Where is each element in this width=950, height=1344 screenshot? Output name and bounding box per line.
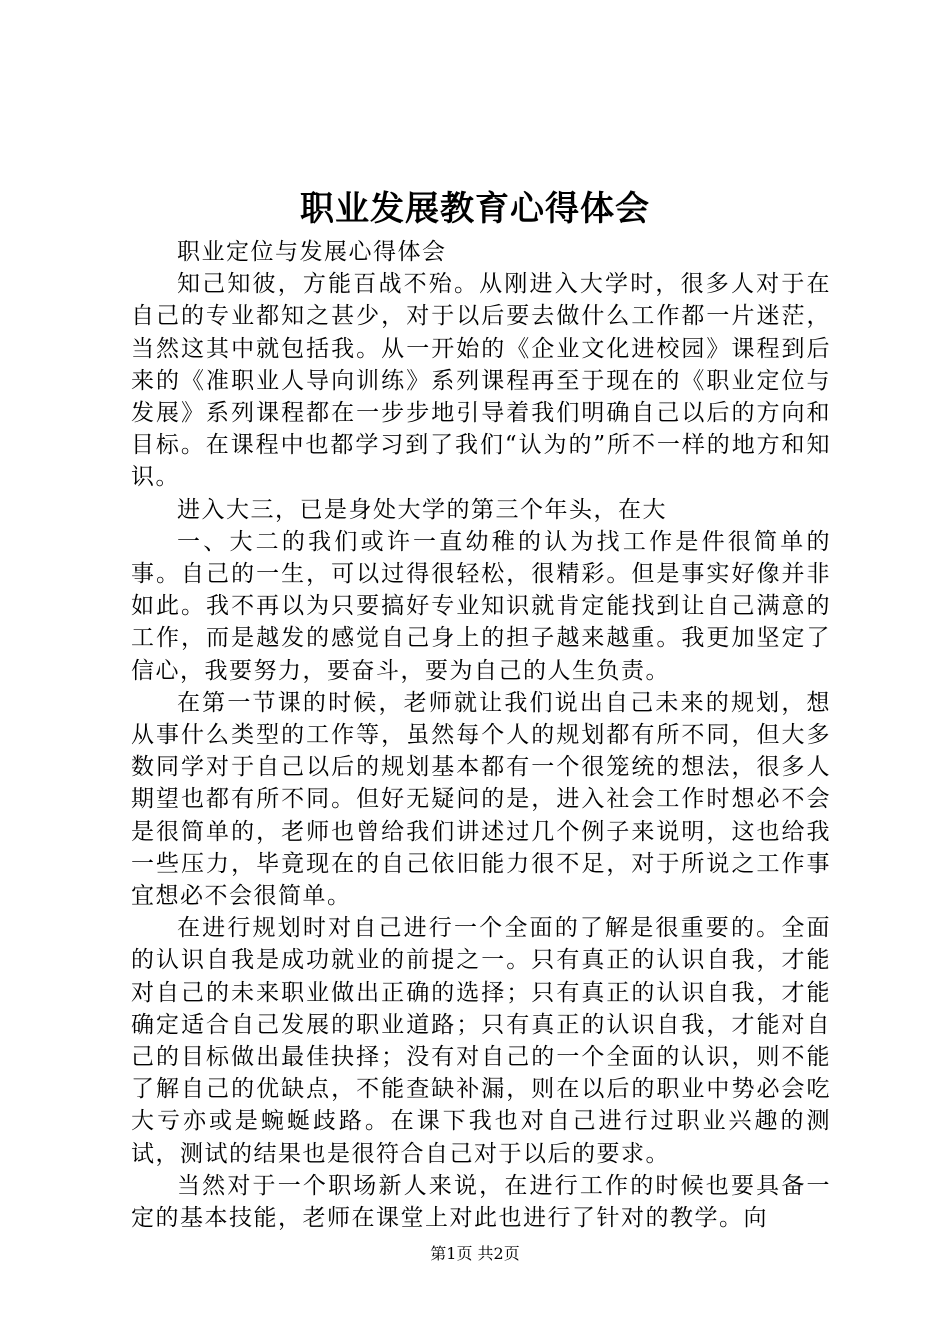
subtitle-paragraph: 职业定位与发展心得体会 — [177, 239, 447, 265]
document-body — [131, 236, 831, 1234]
body-paragraph: 知己知彼，方能百战不殆。从刚进入大学时，很多人对于在自己的专业都知之甚少，对于以后要去做什么工作都一片迷茫，当然这其中就包括我。从一开始的《企业文化进校园》课程到后来的《准职业人导向训练》系列课程再至于现在的《职业定位与发展》系列课程都在一步步地引导着我们明确自己以后的方向和目标。在课程中也都学习到了我们“认为的”所不一样的地方和知识。 — [131, 271, 831, 491]
body-paragraph: 在第一节课的时候，老师就让我们说出自己未来的规划，想从事什么类型的工作等，虽然每个人的规划都有所不同，但大多数同学对于自己以后的规划基本都有一个很笼统的想法，很多人期望也都有所不同。但好无疑问的是，进入社会工作时想必不会是很简单的，老师也曾给我们讲述过几个例子来说明，这也给我一些压力，毕竟现在的自己依旧能力很不足，对于所说之工作事宜想必不会很简单。 — [131, 689, 831, 910]
page-footer: 第1页 共2页 — [430, 1244, 520, 1263]
document-title: 职业发展教育心得体会 — [300, 189, 650, 229]
body-paragraph: 一、大二的我们或许一直幼稚的认为找工作是件很简单的事。自己的一生，可以过得很轻松，很精彩。但是事实好像并非如此。我不再以为只要搞好专业知识就肯定能找到让自己满意的工作，而是越发的感觉自己身上的担子越来越重。我更加坚定了信心，我要努力，要奋斗，要为自己的人生负责。 — [131, 528, 831, 684]
body-paragraph: 进入大三，已是身处大学的第三个年头，在大 — [177, 496, 667, 523]
body-paragraph: 当然对于一个职场新人来说，在进行工作的时候也要具备一定的基本技能，老师在课堂上对此也进行了针对的教学。向 — [131, 1172, 831, 1232]
body-paragraph: 在进行规划时对自己进行一个全面的了解是很重要的。全面的认识自我是成功就业的前提之一。只有真正的认识自我，才能对自己的未来职业做出正确的选择；只有真正的认识自我，才能确定适合自己发展的职业道路；只有真正的认识自我，才能对自己的目标做出最佳抉择；没有对自己的一个全面的认识，则不能了解自己的优缺点，不能查缺补漏，则在以后的职业中势必会吃大亏亦或是蜿蜒歧路。在课下我也对自己进行过职业兴趣的测试，测试的结果也是很符合自己对于以后的要求。 — [131, 915, 831, 1167]
